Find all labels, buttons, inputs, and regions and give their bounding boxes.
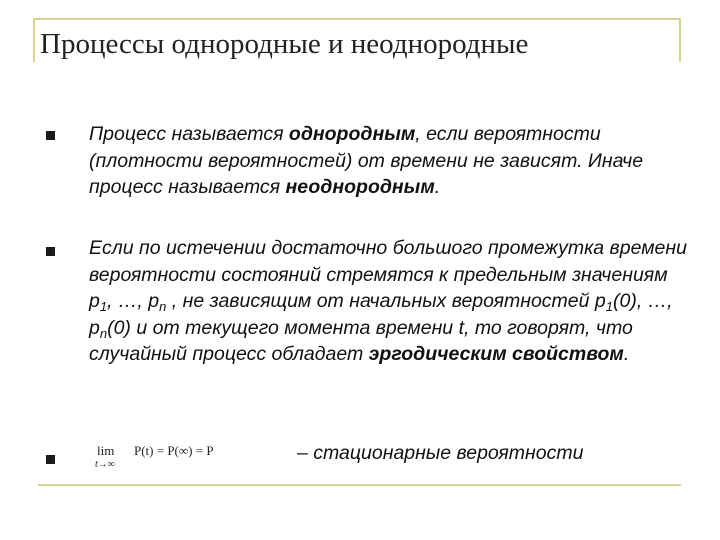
subscript: 1 [99, 299, 108, 314]
text-run: Если по истечении достаточно большого промежутка времени вероятности состояний стремятся к предельным значениям [89, 237, 687, 286]
limit-formula [92, 442, 267, 478]
frame-left-line [33, 18, 35, 62]
text-run: (0) и от текущего момента времени [107, 316, 459, 339]
subscript: 1 [605, 299, 613, 314]
text-run: , …, [107, 290, 149, 312]
text-run: . [434, 176, 441, 198]
var-t: t [458, 316, 464, 339]
var-p: p [594, 290, 606, 312]
var-p: p [148, 290, 160, 312]
bullet-marker-2 [46, 247, 55, 256]
bold-term-ergodic: эргодическим свойством [368, 343, 624, 365]
bold-term-homogeneous: однородным [288, 123, 416, 145]
text-run: . [623, 343, 630, 365]
frame-right-line [679, 18, 681, 62]
bullet-text-1 [89, 121, 689, 201]
bold-term-inhomogeneous: неоднородным [285, 176, 435, 198]
frame-top-line [33, 18, 681, 20]
bullet-marker-3 [46, 455, 55, 464]
frame-bottom-line [38, 484, 681, 486]
text-run: (0), …, [613, 290, 673, 312]
bullet-marker-1 [46, 131, 55, 140]
text-run: , если вероятности (плотности вероятностей) от времени не зависят. Иначе процесс называется [89, 123, 644, 198]
formula-lim: lim [97, 443, 115, 458]
stationary-probabilities-text: – стационарные вероятности [297, 442, 584, 464]
formula-expression: P(t) = P(∞) = P [134, 443, 214, 458]
bullet-text-2 [89, 235, 689, 368]
text-run: Процесс называется [89, 123, 289, 145]
var-p: p [89, 316, 100, 339]
text-run: , не зависящим от начальных вероятностей [166, 290, 595, 312]
slide-title: Процессы однородные и неоднородные [40, 28, 529, 60]
subscript: n [159, 299, 167, 314]
text-run: , то говорят, что случайный процесс обладает [89, 316, 633, 365]
subscript: n [99, 325, 108, 341]
formula-lim-subscript: t→∞ [95, 459, 115, 470]
var-p: p [89, 290, 100, 312]
